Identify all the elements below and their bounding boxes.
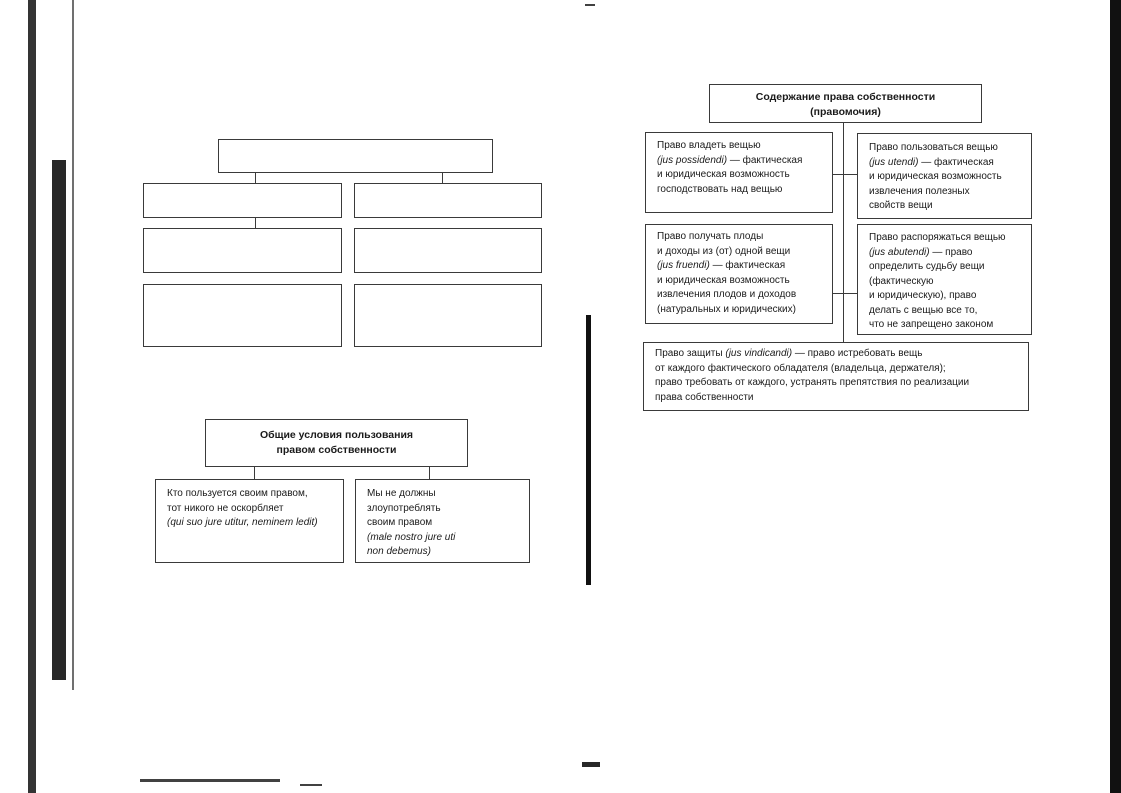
right-protect-line-1 [655, 347, 1028, 362]
right-dispose-line-6: делать с вещью все то, [869, 304, 978, 316]
scan-mark-bottom-2 [300, 784, 322, 786]
right-use-line-3: и юридическая возможность [869, 171, 1002, 182]
empty-diagram-box-r3-right [354, 284, 542, 347]
empty-diagram-box-r3-left [143, 284, 342, 347]
right-protect-line-3: право требовать от каждого, устранять препятствия по реализации [655, 377, 970, 388]
right-fruits-line-2: и доходы из (от) одной вещи [657, 245, 791, 257]
right-dispose-line-2-rest: — право [929, 246, 973, 258]
scan-mark-bottom [140, 779, 280, 782]
empty-diagram-box-r1-right [354, 183, 542, 218]
rights-header-line-2: (правомочия) [810, 106, 881, 118]
empty-connector-mid [255, 218, 256, 228]
right-use-line-2 [869, 156, 1031, 171]
empty-connector-right [442, 173, 443, 183]
scan-fold [586, 315, 591, 585]
rights-spine [843, 123, 844, 343]
empty-connector-left [255, 173, 256, 183]
condition-no-abuse-latin-2: non debemus) [367, 546, 431, 557]
right-protect-line-1-rest: — право истребовать вещь [792, 348, 923, 359]
right-dispose-line-7: что не запрещено законом [869, 319, 994, 330]
scan-edge-left [28, 0, 36, 793]
right-protect-line-4: права собственности [655, 391, 754, 403]
conditions-connector-left [254, 467, 255, 479]
condition-no-offense-line-1: Кто пользуется своим правом, [167, 488, 308, 499]
right-protect-latin: (jus vindicandi) [725, 348, 793, 359]
condition-no-abuse-line-1: Мы не должны [367, 488, 436, 499]
right-dispose-line-3: определить судьбу вещи [869, 261, 985, 272]
right-dispose-line-1: Право распоряжаться вещью [869, 232, 1006, 243]
scan-edge-right [1110, 0, 1121, 793]
right-protect-box [643, 342, 1029, 411]
scan-mark-bottom-3 [582, 762, 600, 767]
right-dispose-line-4: (фактическую [869, 275, 934, 287]
right-fruits-line-3-rest: — фактическая [709, 260, 786, 271]
right-fruits-line-5: извлечения плодов и доходов [657, 289, 797, 300]
right-possess-line-2 [657, 154, 832, 169]
right-possess-line-1: Право владеть вещью [657, 140, 761, 151]
conditions-title-line-2: правом собственности [276, 444, 397, 456]
right-use-line-4: извлечения полезных [869, 185, 970, 197]
right-use-line-1: Право пользоваться вещью [869, 142, 998, 153]
right-fruits-line-6: (натуральных и юридических) [657, 303, 796, 315]
right-dispose-line-2 [869, 246, 1031, 261]
right-fruits-line-1: Право получать плоды [657, 231, 764, 242]
scan-mark-top [585, 4, 595, 6]
right-use-line-2-rest: — фактическая [918, 156, 994, 168]
rights-header-line-1: Содержание права собственности [755, 91, 936, 103]
right-possess-line-2-rest: — фактическая [727, 154, 803, 166]
conditions-connector-right [429, 467, 430, 479]
right-use-line-5: свойств вещи [869, 200, 933, 211]
right-protect-lead: Право защиты [655, 348, 726, 359]
condition-no-abuse-box [355, 479, 530, 563]
condition-no-offense-line-2: тот никого не оскорбляет [167, 502, 284, 514]
right-fruits-latin: (jus fruendi) [657, 260, 710, 271]
empty-diagram-box-r2-left [143, 228, 342, 273]
condition-no-offense-latin: (qui suo jure utitur, neminem ledit) [167, 517, 318, 528]
condition-no-abuse-line-3: своим правом [367, 517, 433, 528]
conditions-title-line-1: Общие условия пользования [259, 429, 414, 441]
rights-header-box [709, 84, 982, 123]
rights-branch-row2 [833, 293, 857, 294]
empty-diagram-top-box [218, 139, 493, 173]
scan-edge-left-inner [52, 160, 66, 680]
right-possess-line-3: и юридическая возможность [657, 169, 790, 180]
right-use-box [857, 133, 1032, 219]
right-possess-box [645, 132, 833, 213]
scan-edge-left-thin [72, 0, 74, 690]
right-fruits-line-3 [657, 259, 832, 274]
empty-diagram-box-r1-left [143, 183, 342, 218]
right-dispose-box [857, 224, 1032, 335]
right-dispose-line-5: и юридическую), право [869, 290, 977, 301]
right-possess-line-4: господствовать над вещью [657, 183, 783, 195]
right-possess-latin: (jus possidendi) [657, 154, 728, 166]
right-dispose-latin: (jus abutendi) [869, 246, 930, 258]
right-use-latin: (jus utendi) [869, 156, 919, 168]
conditions-title-box [205, 419, 468, 467]
right-protect-line-2: от каждого фактического обладателя (владельца, держателя); [655, 362, 946, 374]
condition-no-abuse-line-2: злоупотреблять [367, 502, 441, 514]
right-fruits-box [645, 224, 833, 324]
condition-no-abuse-latin-1: (male nostro jure uti [367, 531, 456, 543]
empty-diagram-box-r2-right [354, 228, 542, 273]
rights-branch-row1 [833, 174, 857, 175]
condition-no-offense-box [155, 479, 344, 563]
right-fruits-line-4: и юридическая возможность [657, 274, 790, 286]
